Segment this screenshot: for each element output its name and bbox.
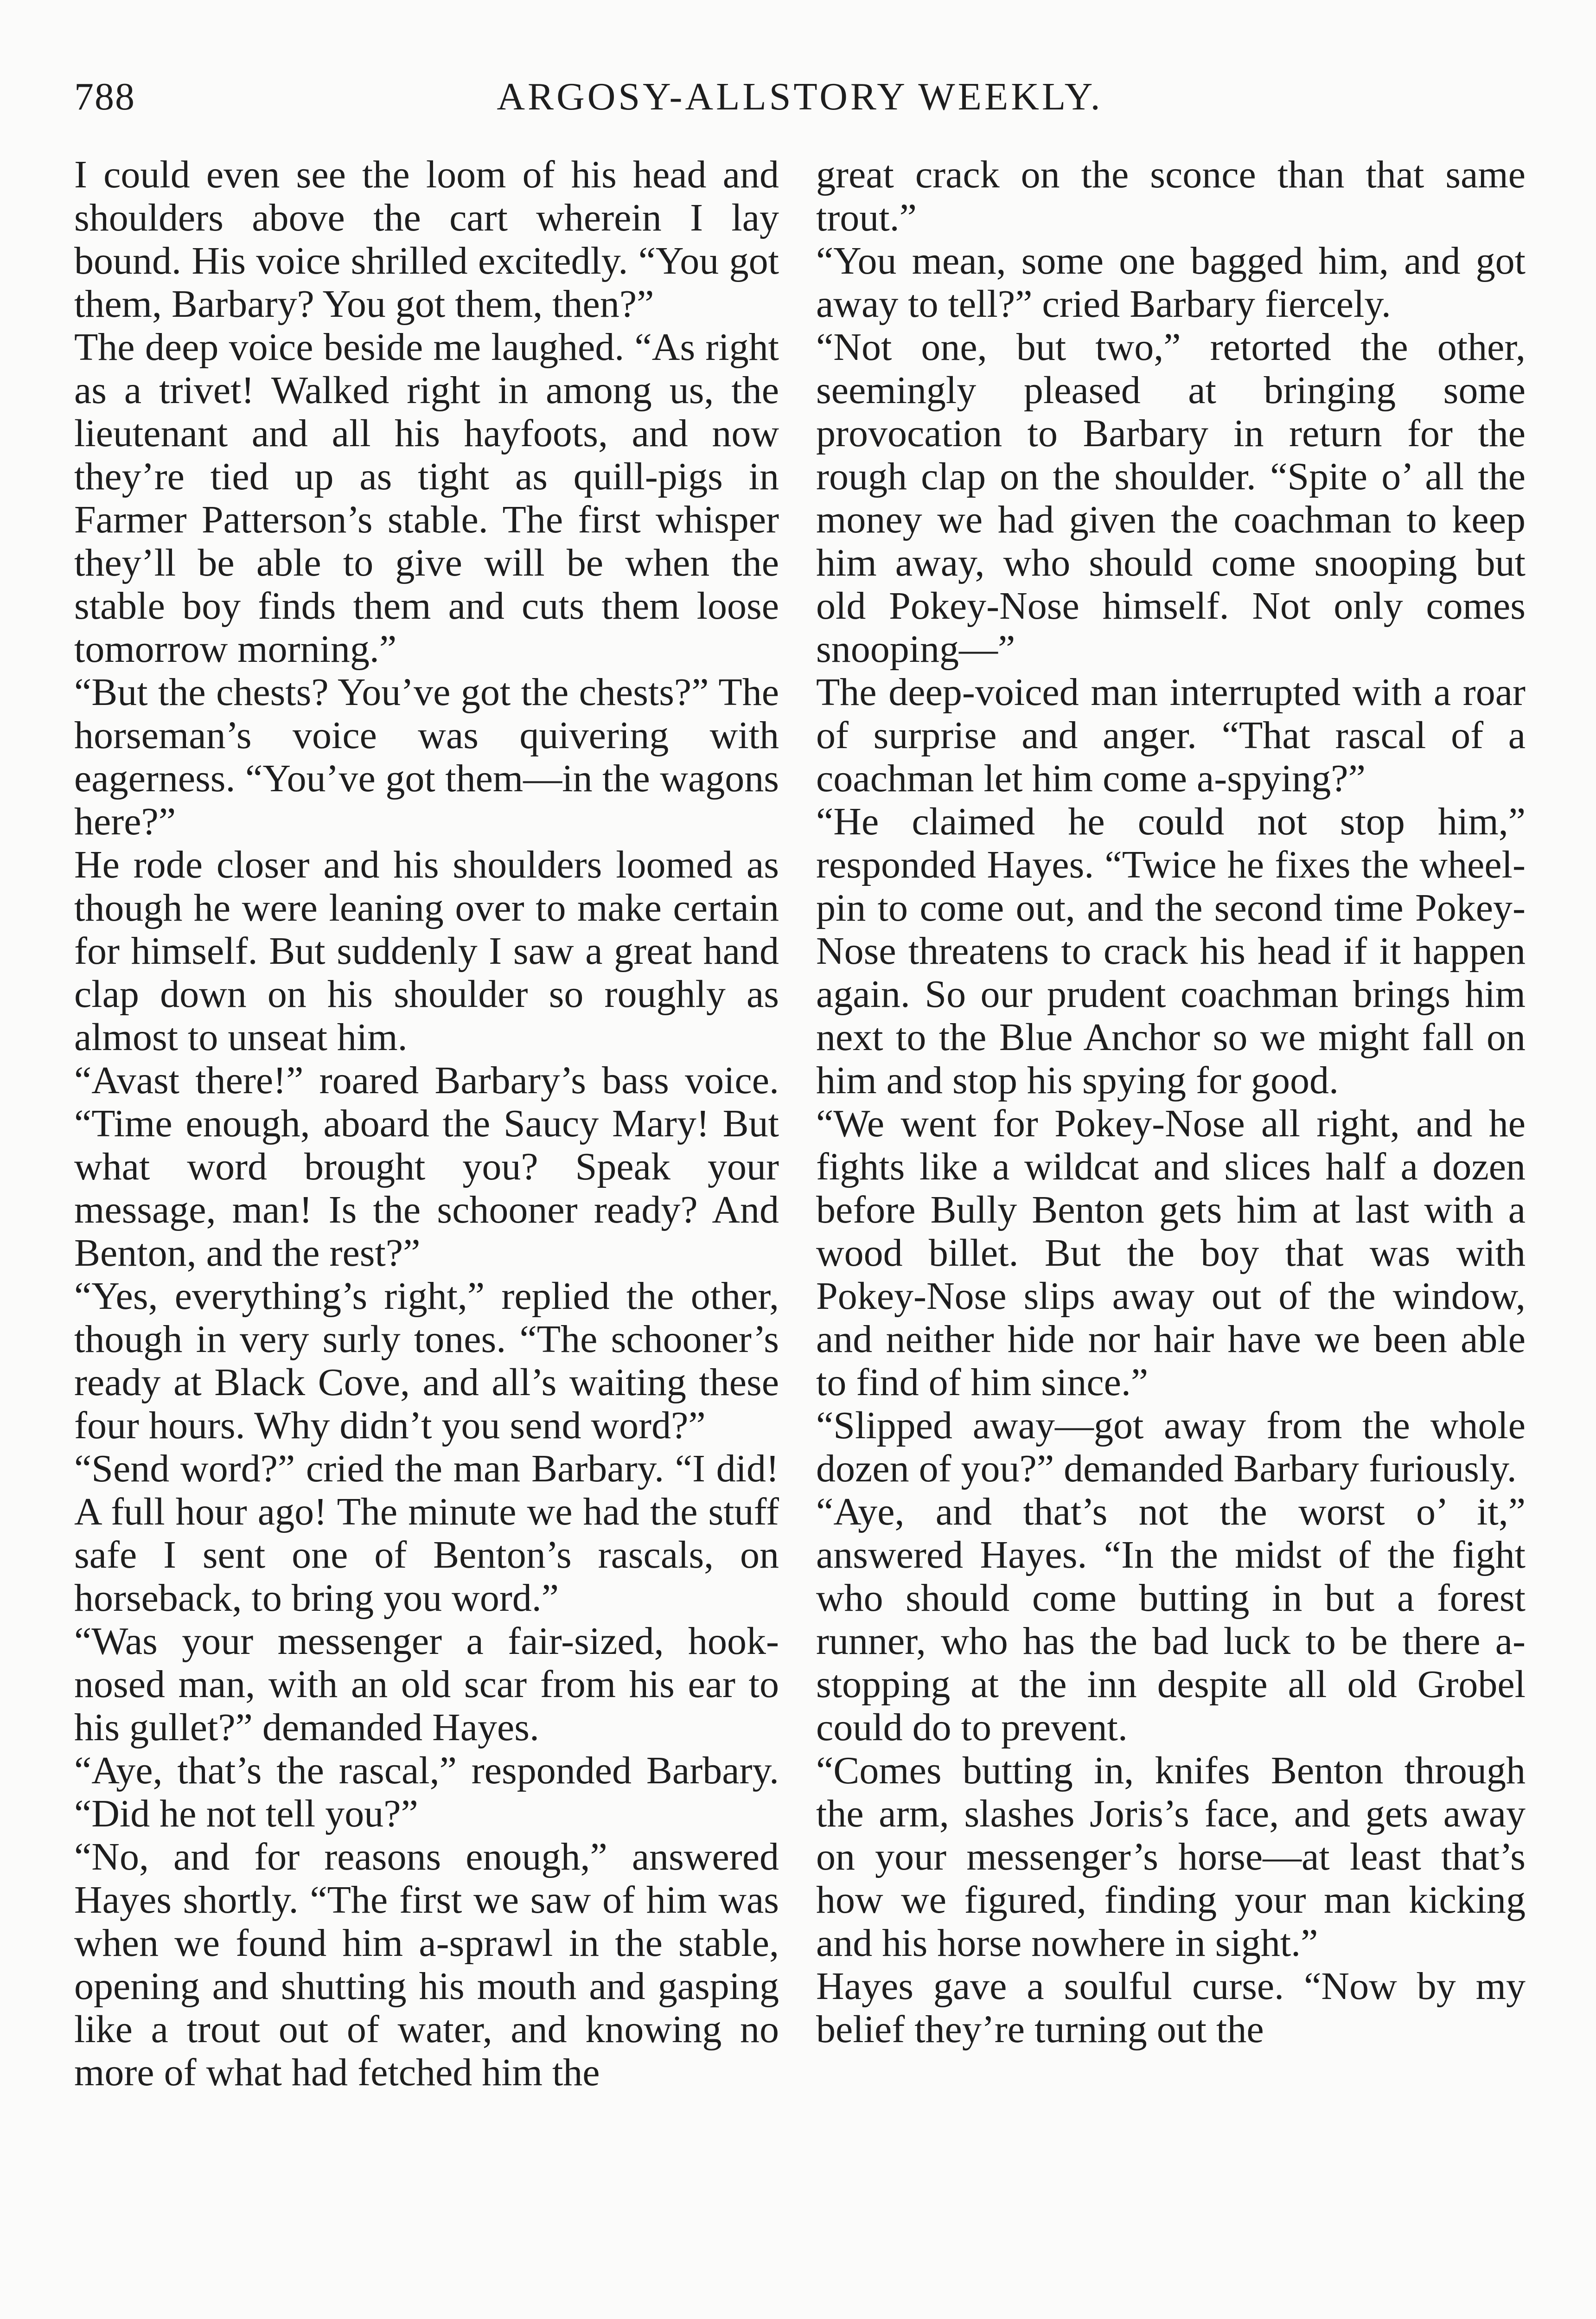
paragraph: “Yes, everything’s right,” replied the other, though in very surly tones. “The schooner’s ready at Black Cove, and all’s waiting these four hours. Why didn’t you send word?” — [74, 1275, 779, 1447]
paragraph: “You mean, some one bagged him, and got away to tell?” cried Barbary fiercely. — [816, 239, 1526, 326]
paragraph: “Aye, and that’s not the worst o’ it,” answered Hayes. “In the midst of the fight who should come butting in but a forest runner, who has the bad luck to be there a-stopping at the inn despite all old Grobel could do to prevent. — [816, 1490, 1526, 1749]
paragraph: “Comes butting in, knifes Benton through the arm, slashes Joris’s face, and gets away on your messenger’s horse—at least that’s how we figured, finding your man kicking and his horse nowhere in sight.” — [816, 1749, 1526, 1965]
paragraph: “We went for Pokey-Nose all right, and he fights like a wildcat and slices half a dozen before Bully Benton gets him at last with a wood billet. But the boy that was with Pokey-Nose slips away out of the window, and neither hide nor hair have we been able to find of him since.” — [816, 1102, 1526, 1404]
paragraph: “But the chests? You’ve got the chests?” The horseman’s voice was quivering with eagerness. “You’ve got them—in the wagons here?” — [74, 671, 779, 843]
paragraph: “Slipped away—got away from the whole dozen of you?” demanded Barbary furiously. — [816, 1404, 1526, 1490]
paragraph: The deep voice beside me laughed. “As right as a trivet! Walked right in among us, the lieutenant and all his hayfoots, and now they’re tied up as tight as quill-pigs in Farmer Patterson’s stable. The first whisper they’ll be able to give will be when the stable boy finds them and cuts them loose tomorrow morning.” — [74, 326, 779, 671]
paragraph: “Aye, that’s the rascal,” responded Barbary. “Did he not tell you?” — [74, 1749, 779, 1835]
paragraph: He rode closer and his shoulders loomed as though he were leaning over to make certain for himself. But suddenly I saw a great hand clap down on his shoulder so roughly as almost to unseat him. — [74, 843, 779, 1059]
paragraph: “He claimed he could not stop him,” responded Hayes. “Twice he fixes the wheel-pin to come out, and the second time Pokey-Nose threatens to crack his head if it happen again. So our prudent coachman brings him next to the Blue Anchor so we might fall on him and stop his spying for good. — [816, 800, 1526, 1102]
right-column — [816, 153, 1526, 2051]
paragraph: “Send word?” cried the man Barbary. “I did! A full hour ago! The minute we had the stuff safe I sent one of Benton’s rascals, on horseback, to bring you word.” — [74, 1447, 779, 1620]
paragraph: The deep-voiced man interrupted with a roar of surprise and anger. “That rascal of a coachman let him come a-spying?” — [816, 671, 1526, 800]
paragraph: “Avast there!” roared Barbary’s bass voice. “Time enough, aboard the Saucy Mary! But what word brought you? Speak your message, man! Is the schooner ready? And Benton, and the rest?” — [74, 1059, 779, 1275]
running-head: ARGOSY-ALLSTORY WEEKLY. — [497, 75, 1103, 118]
paragraph: I could even see the loom of his head and shoulders above the cart wherein I lay bound. His voice shrilled excitedly. “You got them, Barbary? You got them, then?” — [74, 153, 779, 326]
paragraph: “No, and for reasons enough,” answered Hayes shortly. “The first we saw of him was when we found him a-sprawl in the stable, opening and shutting his mouth and gasping like a trout out of water, and knowing no more of what had fetched him the — [74, 1835, 779, 2094]
paragraph: “Not one, but two,” retorted the other, seemingly pleased at bringing some provocation to Barbary in return for the rough clap on the shoulder. “Spite o’ all the money we had given the coachman to keep him away, who should come snooping but old Pokey-Nose himself. Not only comes snooping—” — [816, 326, 1526, 671]
paragraph: “Was your messenger a fair-sized, hook-nosed man, with an old scar from his ear to his gullet?” demanded Hayes. — [74, 1620, 779, 1749]
paragraph: great crack on the sconce than that same trout.” — [816, 153, 1526, 239]
left-column — [74, 153, 779, 2094]
paragraph: Hayes gave a soulful curse. “Now by my belief they’re turning out the — [816, 1965, 1526, 2051]
page-number: 788 — [74, 75, 135, 118]
page-header — [74, 74, 1526, 130]
